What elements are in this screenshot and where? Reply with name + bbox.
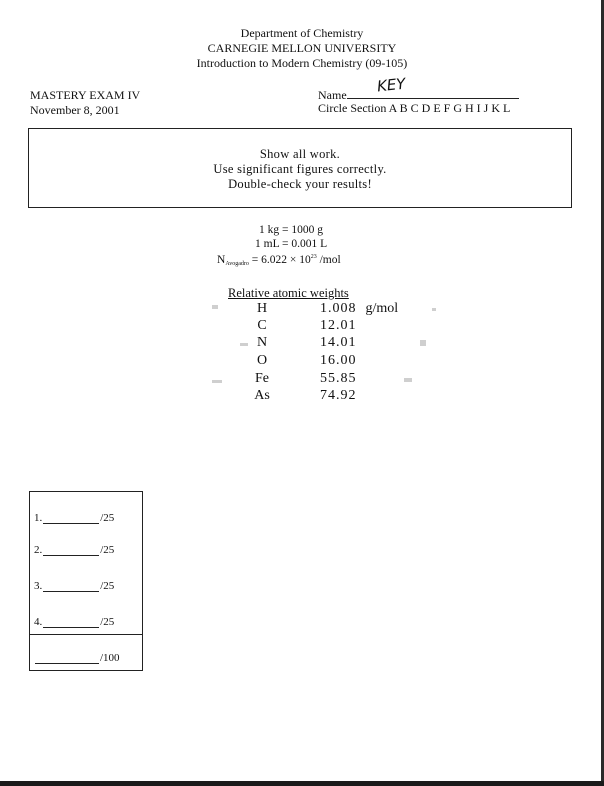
- avogadro-equation: = 6.022 × 10: [248, 254, 311, 266]
- constant-avogadro: [217, 254, 341, 267]
- element-weight: 16.00: [320, 353, 357, 368]
- name-handwritten-value: KEY: [375, 74, 407, 96]
- element-symbol: Fe: [255, 371, 269, 386]
- element-symbol: As: [254, 388, 270, 403]
- score-max: /25: [100, 616, 115, 628]
- score-max: /25: [100, 544, 115, 556]
- element-weight: 74.92: [320, 388, 357, 403]
- name-label: Name: [318, 88, 347, 102]
- element-symbol: H: [256, 301, 268, 316]
- score-total-row: [34, 652, 120, 664]
- exam-date: November 8, 2001: [30, 103, 120, 117]
- atomic-weights-title: Relative atomic weights: [228, 286, 349, 300]
- department-title: Department of Chemistry: [240, 26, 364, 40]
- avogadro-symbol: N: [217, 254, 226, 266]
- score-row: 1. /25: [34, 512, 115, 524]
- scan-speck: [404, 378, 412, 382]
- exam-title: MASTERY EXAM IV: [30, 88, 141, 102]
- instruction-line: Show all work.: [259, 147, 341, 161]
- element-symbol: C: [257, 318, 267, 333]
- scan-speck: [420, 340, 426, 346]
- avogadro-subscript: Avogadro: [225, 261, 249, 267]
- instructions-box: [28, 128, 572, 208]
- section-selector: Circle Section A B C D E F G H I J K L: [318, 101, 511, 115]
- university-title: CARNEGIE MELLON UNIVERSITY: [207, 41, 397, 55]
- name-line: [347, 74, 519, 99]
- score-blank[interactable]: [43, 617, 99, 628]
- avogadro-exponent: 23: [310, 254, 317, 260]
- instruction-line: Double-check your results!: [228, 177, 372, 191]
- scan-bottom-edge: [0, 781, 604, 786]
- score-max: /25: [100, 512, 115, 524]
- score-max: /25: [100, 580, 115, 592]
- element-symbol: O: [256, 353, 268, 368]
- total-score-blank[interactable]: [35, 653, 99, 664]
- scan-speck: [212, 305, 218, 309]
- constant-kg: 1 kg = 1000 g: [259, 224, 323, 236]
- avogadro-unit: /mol: [316, 254, 341, 266]
- score-blank[interactable]: [43, 513, 99, 524]
- score-blank[interactable]: [43, 581, 99, 592]
- element-weight: 12.01: [320, 318, 357, 333]
- element-symbol: N: [256, 335, 268, 350]
- scan-speck: [432, 308, 436, 311]
- total-max: /100: [100, 652, 120, 664]
- score-divider: [30, 634, 142, 635]
- element-weight: 1.008 g/mol: [320, 301, 399, 316]
- instruction-line: Use significant figures correctly.: [213, 162, 387, 176]
- score-box: [29, 491, 143, 671]
- element-weight: 55.85: [320, 371, 357, 386]
- course-title: Introduction to Modern Chemistry (09-105): [196, 56, 408, 70]
- score-blank[interactable]: [43, 545, 99, 556]
- weight-unit: g/mol: [365, 301, 399, 316]
- scan-speck: [212, 380, 222, 383]
- element-weight: 14.01: [320, 335, 357, 350]
- constant-ml: 1 mL = 0.001 L: [255, 238, 328, 250]
- score-row: 3. /25: [34, 580, 115, 592]
- score-row: 4. /25: [34, 616, 115, 628]
- score-row: 2. /25: [34, 544, 115, 556]
